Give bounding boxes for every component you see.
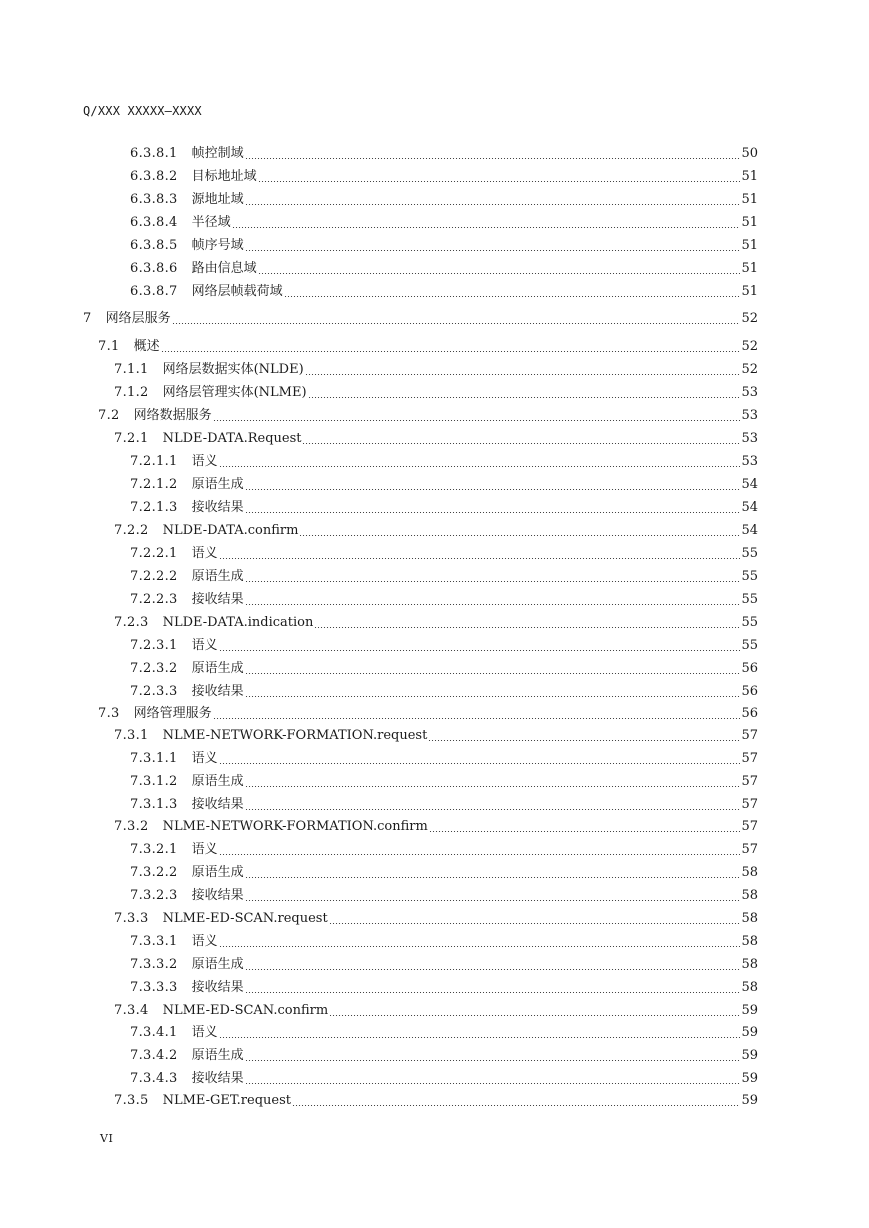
toc-entry[interactable] <box>130 142 758 162</box>
toc-entry[interactable] <box>130 1067 758 1087</box>
toc-entry-page-number: 59 <box>741 1071 758 1086</box>
toc-dot-leader <box>245 581 741 582</box>
toc-dot-leader <box>292 1105 740 1106</box>
toc-entry[interactable] <box>130 473 758 493</box>
toc-entry-number: 7.2.2 <box>114 523 149 538</box>
toc-entry-title: 网络层帧载荷域 <box>191 284 283 299</box>
toc-entry-page-number: 54 <box>741 523 758 538</box>
toc-entry-page-number: 53 <box>741 385 758 400</box>
toc-dot-leader <box>219 763 741 764</box>
toc-entry[interactable] <box>130 861 758 881</box>
toc-entry-page-number: 55 <box>741 592 758 607</box>
toc-entry-number: 7.3.4.1 <box>130 1025 178 1040</box>
toc-entry-number: 7.2.1.2 <box>130 477 178 492</box>
toc-dot-leader <box>219 466 741 467</box>
toc-entry-title: 网络层数据实体(NLDE) <box>162 362 304 377</box>
toc-entry-page-number: 56 <box>741 684 758 699</box>
toc-entry-number: 6.3.8.2 <box>130 169 178 184</box>
toc-entry-title: 原语生成 <box>191 865 244 880</box>
toc-entry-title: 帧序号域 <box>191 238 244 253</box>
toc-entry[interactable] <box>130 657 758 677</box>
toc-entry-page-number: 53 <box>741 408 758 423</box>
toc-entry[interactable] <box>114 815 758 835</box>
toc-entry-number: 7.3.3 <box>114 911 149 926</box>
toc-entry-title: 网络层管理实体(NLME) <box>162 385 307 400</box>
toc-entry-number: 6.3.8.4 <box>130 215 178 230</box>
toc-entry-title: NLDE-DATA.Request <box>162 431 302 446</box>
toc-entry-title: NLME-NETWORK-FORMATION.confirm <box>162 819 428 834</box>
toc-entry-page-number: 55 <box>741 638 758 653</box>
toc-dot-leader <box>219 946 741 947</box>
toc-entry-title: 接收结果 <box>191 1071 244 1086</box>
toc-entry-title: 语义 <box>191 842 218 857</box>
toc-entry-number: 7.2.3 <box>114 615 149 630</box>
toc-entry-number: 7.3.3.2 <box>130 957 178 972</box>
toc-entry-title: 接收结果 <box>191 592 244 607</box>
toc-entry-page-number: 57 <box>741 842 758 857</box>
toc-entry-title: 接收结果 <box>191 888 244 903</box>
toc-entry-number: 7.3.3.1 <box>130 934 178 949</box>
toc-dot-leader <box>219 650 741 651</box>
toc-dot-leader <box>213 718 741 719</box>
toc-entry-title: 目标地址域 <box>191 169 257 184</box>
toc-dot-leader <box>245 512 741 513</box>
toc-entry-page-number: 50 <box>741 146 758 161</box>
toc-entry-title: 原语生成 <box>191 569 244 584</box>
toc-entry-title: 语义 <box>191 934 218 949</box>
toc-entry-number: 7.3.2.3 <box>130 888 178 903</box>
toc-entry[interactable] <box>114 999 758 1019</box>
toc-entry[interactable] <box>114 427 758 447</box>
toc-dot-leader <box>429 831 741 832</box>
toc-entry-page-number: 59 <box>741 1003 758 1018</box>
toc-entry-number: 7.3.2.1 <box>130 842 178 857</box>
toc-entry[interactable] <box>130 188 758 208</box>
toc-entry[interactable] <box>114 358 758 378</box>
toc-entry-title: NLDE-DATA.indication <box>162 615 314 630</box>
toc-entry-number: 7.2.2.1 <box>130 546 178 561</box>
toc-entry-number: 7.2.3.2 <box>130 661 178 676</box>
toc-entry-page-number: 58 <box>741 934 758 949</box>
toc-entry-page-number: 53 <box>741 431 758 446</box>
toc-entry-number: 7.3.1.2 <box>130 774 178 789</box>
toc-entry-title: 接收结果 <box>191 684 244 699</box>
toc-dot-leader <box>245 992 741 993</box>
toc-entry-title: NLME-GET.request <box>162 1093 291 1108</box>
toc-dot-leader <box>245 877 741 878</box>
toc-entry[interactable] <box>130 565 758 585</box>
toc-entry-page-number: 52 <box>741 311 758 326</box>
toc-entry[interactable] <box>130 976 758 996</box>
toc-entry[interactable] <box>130 450 758 470</box>
toc-entry-number: 7.2.2.3 <box>130 592 178 607</box>
toc-entry-page-number: 56 <box>741 661 758 676</box>
toc-entry-number: 7.3.2.2 <box>130 865 178 880</box>
toc-entry[interactable] <box>130 1044 758 1064</box>
toc-entry-number: 7.2.3.1 <box>130 638 178 653</box>
toc-entry[interactable] <box>130 542 758 562</box>
toc-entry[interactable] <box>130 747 758 767</box>
toc-entry[interactable] <box>130 634 758 654</box>
toc-entry[interactable] <box>130 838 758 858</box>
toc-dot-leader <box>258 181 741 182</box>
toc-entry-number: 7.3.4.2 <box>130 1048 178 1063</box>
toc-entry-title: 原语生成 <box>191 661 244 676</box>
toc-entry-title: 语义 <box>191 638 218 653</box>
toc-entry-number: 7.3.5 <box>114 1093 149 1108</box>
toc-entry[interactable] <box>98 702 758 722</box>
toc-entry-number: 7.3.1.3 <box>130 797 178 812</box>
toc-entry-page-number: 54 <box>741 477 758 492</box>
toc-dot-leader <box>213 420 741 421</box>
toc-entry[interactable] <box>130 257 758 277</box>
toc-dot-leader <box>284 296 741 297</box>
toc-entry-title: 概述 <box>133 339 160 354</box>
toc-entry-title: 原语生成 <box>191 1048 244 1063</box>
toc-entry-number: 7.2.1.1 <box>130 454 178 469</box>
toc-entry-title: 网络层服务 <box>105 311 171 326</box>
toc-dot-leader <box>299 535 740 536</box>
toc-entry-page-number: 57 <box>741 774 758 789</box>
toc-entry-page-number: 52 <box>741 362 758 377</box>
toc-entry-number: 7.1 <box>98 339 120 354</box>
toc-entry-page-number: 58 <box>741 865 758 880</box>
toc-dot-leader <box>258 273 741 274</box>
toc-entry-page-number: 51 <box>741 284 758 299</box>
toc-entry-title: 网络数据服务 <box>133 408 212 423</box>
toc-entry[interactable] <box>130 280 758 300</box>
toc-entry[interactable] <box>114 724 758 744</box>
toc-entry-title: 源地址域 <box>191 192 244 207</box>
toc-entry-page-number: 55 <box>741 546 758 561</box>
toc-entry-page-number: 55 <box>741 569 758 584</box>
toc-dot-leader <box>245 1083 741 1084</box>
toc-entry-page-number: 57 <box>741 751 758 766</box>
toc-entry-number: 7.3.1.1 <box>130 751 178 766</box>
toc-dot-leader <box>329 1015 740 1016</box>
toc-entry-title: 语义 <box>191 1025 218 1040</box>
toc-dot-leader <box>245 969 741 970</box>
toc-dot-leader <box>219 558 741 559</box>
toc-entry-number: 6.3.8.5 <box>130 238 178 253</box>
toc-entry[interactable] <box>114 907 758 927</box>
toc-entry[interactable] <box>114 519 758 539</box>
toc-entry-page-number: 59 <box>741 1025 758 1040</box>
toc-entry-page-number: 51 <box>741 169 758 184</box>
page-number-footer: VI <box>100 1132 114 1145</box>
toc-entry-page-number: 52 <box>741 339 758 354</box>
toc-entry-title: 半径域 <box>191 215 231 230</box>
toc-entry-title: 语义 <box>191 751 218 766</box>
toc-entry-number: 7.1.1 <box>114 362 149 377</box>
toc-entry-number: 7.2.1 <box>114 431 149 446</box>
toc-entry-title: 原语生成 <box>191 477 244 492</box>
toc-entry[interactable] <box>130 680 758 700</box>
toc-entry-page-number: 58 <box>741 980 758 995</box>
toc-entry-page-number: 56 <box>741 706 758 721</box>
toc-dot-leader <box>245 604 741 605</box>
toc-entry-page-number: 51 <box>741 215 758 230</box>
toc-dot-leader <box>308 397 741 398</box>
toc-entry-page-number: 53 <box>741 454 758 469</box>
toc-entry[interactable] <box>130 930 758 950</box>
toc-entry-page-number: 58 <box>741 888 758 903</box>
toc-entry[interactable] <box>114 381 758 401</box>
toc-entry-title: 语义 <box>191 454 218 469</box>
toc-entry-title: 路由信息域 <box>191 261 257 276</box>
toc-entry-number: 7.2.1.3 <box>130 500 178 515</box>
toc-entry-title: NLDE-DATA.confirm <box>162 523 299 538</box>
toc-entry-page-number: 51 <box>741 238 758 253</box>
toc-dot-leader <box>245 786 741 787</box>
toc-entry[interactable] <box>98 404 758 424</box>
toc-entry-number: 7.3.4 <box>114 1003 149 1018</box>
toc-entry-page-number: 54 <box>741 500 758 515</box>
toc-entry-page-number: 57 <box>741 797 758 812</box>
toc-entry-page-number: 57 <box>741 728 758 743</box>
toc-dot-leader <box>245 809 741 810</box>
toc-entry[interactable] <box>130 884 758 904</box>
toc-dot-leader <box>329 923 741 924</box>
toc-dot-leader <box>302 443 740 444</box>
toc-entry-number: 6.3.8.7 <box>130 284 178 299</box>
toc-entry-title: 原语生成 <box>191 957 244 972</box>
toc-dot-leader <box>314 627 740 628</box>
toc-entry[interactable] <box>83 307 758 327</box>
toc-entry[interactable] <box>98 335 758 355</box>
toc-entry-number: 7.3 <box>98 706 120 721</box>
toc-entry-title: 接收结果 <box>191 980 244 995</box>
toc-entry[interactable] <box>130 588 758 608</box>
toc-entry[interactable] <box>130 234 758 254</box>
toc-dot-leader <box>245 673 741 674</box>
toc-entry-number: 7 <box>83 311 92 326</box>
toc-entry[interactable] <box>130 793 758 813</box>
toc-dot-leader <box>245 1060 741 1061</box>
toc-dot-leader <box>245 204 741 205</box>
toc-dot-leader <box>428 740 740 741</box>
toc-entry[interactable] <box>130 496 758 516</box>
toc-dot-leader <box>305 374 741 375</box>
toc-entry-title: 网络管理服务 <box>133 706 212 721</box>
toc-entry-number: 6.3.8.1 <box>130 146 178 161</box>
toc-entry-title: 接收结果 <box>191 500 244 515</box>
toc-entry-number: 7.1.2 <box>114 385 149 400</box>
toc-dot-leader <box>245 250 741 251</box>
toc-entry-page-number: 58 <box>741 957 758 972</box>
toc-entry-number: 7.2.3.3 <box>130 684 178 699</box>
toc-dot-leader <box>245 158 741 159</box>
document-code-header: Q/XXX XXXXX—XXXX <box>83 104 202 118</box>
toc-entry-page-number: 58 <box>741 911 758 926</box>
toc-entry-title: 原语生成 <box>191 774 244 789</box>
toc-entry[interactable] <box>130 211 758 231</box>
toc-dot-leader <box>219 1037 741 1038</box>
toc-entry-page-number: 59 <box>741 1093 758 1108</box>
toc-entry[interactable] <box>130 165 758 185</box>
toc-entry[interactable] <box>130 1021 758 1041</box>
toc-entry[interactable] <box>114 611 758 631</box>
toc-dot-leader <box>245 489 741 490</box>
toc-entry-title: NLME-ED-SCAN.confirm <box>162 1003 329 1018</box>
toc-entry-page-number: 51 <box>741 261 758 276</box>
toc-entry-title: 帧控制域 <box>191 146 244 161</box>
toc-entry-number: 7.2 <box>98 408 120 423</box>
toc-entry-title: NLME-NETWORK-FORMATION.request <box>162 728 428 743</box>
toc-dot-leader <box>219 854 741 855</box>
toc-entry-number: 7.3.2 <box>114 819 149 834</box>
toc-entry-page-number: 51 <box>741 192 758 207</box>
toc-dot-leader <box>245 900 741 901</box>
toc-entry[interactable] <box>130 953 758 973</box>
toc-entry-number: 7.3.4.3 <box>130 1071 178 1086</box>
toc-entry[interactable] <box>130 770 758 790</box>
toc-entry-page-number: 55 <box>741 615 758 630</box>
toc-entry-page-number: 57 <box>741 819 758 834</box>
toc-dot-leader <box>161 351 741 352</box>
toc-entry[interactable] <box>114 1089 758 1109</box>
toc-entry-number: 6.3.8.3 <box>130 192 178 207</box>
toc-entry-title: 语义 <box>191 546 218 561</box>
toc-entry-page-number: 59 <box>741 1048 758 1063</box>
toc-entry-number: 6.3.8.6 <box>130 261 178 276</box>
toc-entry-number: 7.3.3.3 <box>130 980 178 995</box>
toc-entry-number: 7.3.1 <box>114 728 149 743</box>
toc-entry-title: NLME-ED-SCAN.request <box>162 911 328 926</box>
toc-entry-title: 接收结果 <box>191 797 244 812</box>
toc-dot-leader <box>232 227 741 228</box>
toc-entry-number: 7.2.2.2 <box>130 569 178 584</box>
toc-dot-leader <box>172 323 741 324</box>
toc-dot-leader <box>245 696 741 697</box>
